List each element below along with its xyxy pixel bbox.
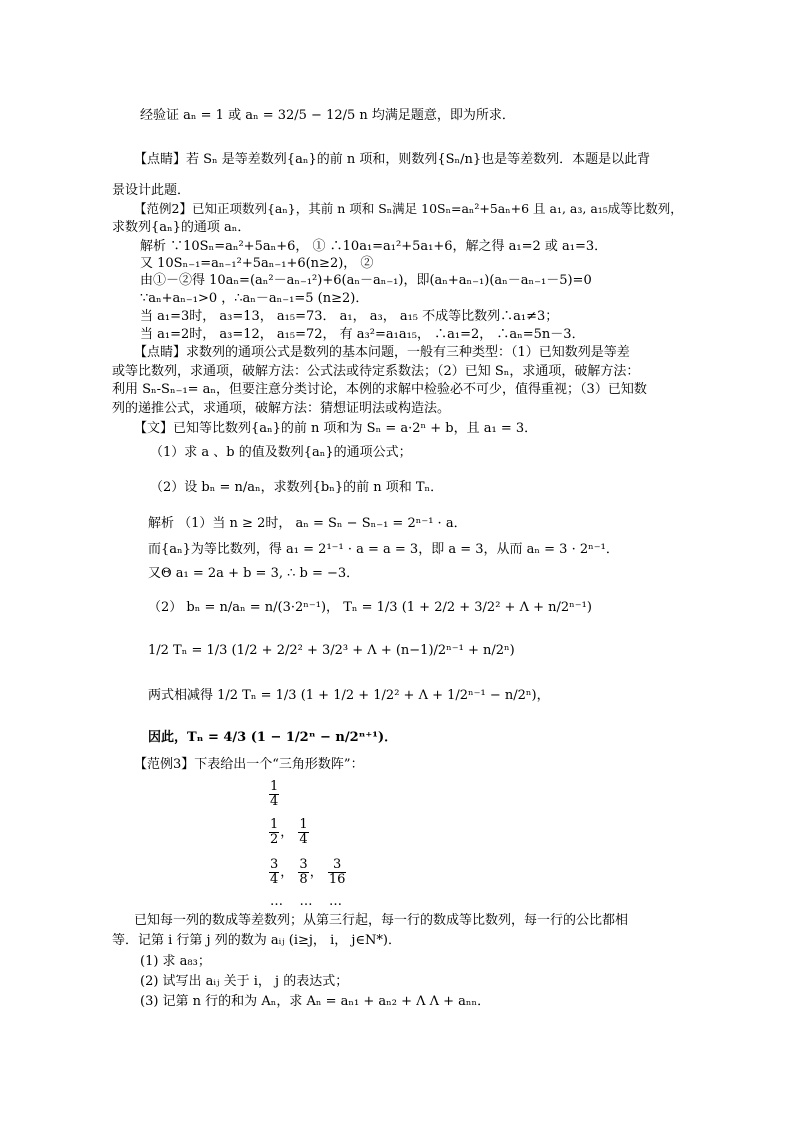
triangle-cell: $\frac{1}{2}$: [270, 817, 279, 847]
triangle-cell: $\frac{3}{16}$: [328, 857, 346, 887]
text-line: (3) 记第 n 行的和为 Aₙ，求 Aₙ = aₙ₁ + aₙ₂ + Λ Λ + aₙₙ．: [140, 994, 491, 1009]
text-line: 当 a₁=3时， a₃=13， a₁₅=73． a₁， a₃， a₁₅ 不成等比数列∴a₁≠3；: [140, 309, 559, 324]
text-line: 【点睛】求数列的通项公式是数列的基本问题，一般有三种类型：（1）已知数列是等差: [134, 345, 630, 360]
text-line: 又Θ a₁ = 2a + b = 3, ∴ b = −3．: [148, 566, 360, 581]
text-line: 求数列{aₙ}的通项 aₙ．: [112, 220, 251, 235]
triangle-row: $\frac{3}{4}$ ， $\frac{3}{8}$ ， $\frac{3}{16}$: [270, 857, 346, 887]
formula-line: 因此，Tₙ = 4/3 (1 − 1/2ⁿ − n/2ⁿ⁺¹)．: [148, 730, 398, 745]
formula-line: 两式相减得 1/2 Tₙ = 1/3 (1 + 1/2 + 1/2² + Λ + 1/2ⁿ⁻¹ − n/2ⁿ)，: [148, 688, 550, 703]
text-line: 【范例2】已知正项数列{aₙ}，其前 n 项和 Sₙ满足 10Sₙ=aₙ²+5aₙ+6 且 a₁, a₃, a₁₅成等比数列，: [134, 201, 683, 216]
text-line: 等．记第 i 行第 j 列的数为 aᵢⱼ (i≥j， i， j∈N*)．: [112, 933, 401, 948]
text-line: (1) 求 a₈₃；: [140, 954, 211, 969]
triangle-cell: $\frac{3}{4}$: [270, 857, 279, 887]
formula-line: （2） bₙ = n/aₙ = n/(3·2ⁿ⁻¹)， Tₙ = 1/3 (1 + 2/2 + 3/2² + Λ + n/2ⁿ⁻¹): [148, 600, 592, 615]
triangle-row: … … …: [270, 894, 343, 909]
text-line: (2) 试写出 aᵢⱼ 关于 i， j 的表达式；: [140, 974, 349, 989]
text-line: 景设计此题．: [112, 183, 191, 198]
triangle-cell: $\frac{1}{4}$: [270, 779, 279, 809]
text-line: （1）求 a 、b 的值及数列{aₙ}的通项公式；: [150, 445, 412, 460]
text-line: 当 a₁=2时， a₃=12， a₁₅=72， 有 a₃²=a₁a₁₅， ∴a₁=2， ∴aₙ=5n－3．: [140, 327, 585, 342]
text-line: （2）设 bₙ = n/aₙ，求数列{bₙ}的前 n 项和 Tₙ．: [150, 480, 444, 495]
text-line: ∵aₙ+aₙ₋₁>0 ，∴aₙ－aₙ₋₁=5 (n≥2)．: [140, 291, 369, 306]
text-line: 或等比数列，求通项，破解方法：公式法或待定系数法；（2）已知 Sₙ，求通项，破解方法：: [112, 364, 640, 379]
text-line: 【文】已知等比数列{aₙ}的前 n 项和为 Sₙ = a·2ⁿ + b，且 a₁ = 3．: [134, 421, 538, 436]
text-line: 由①－②得 10aₙ=(aₙ²－aₙ₋₁²)+6(aₙ－aₙ₋₁)，即(aₙ+aₙ₋₁)(aₙ－aₙ₋₁－5)=0: [140, 273, 592, 288]
text-line: 利用 Sₙ-Sₙ₋₁= aₙ，但要注意分类讨论，本例的求解中检验必不可少，值得重视；（3）已知数: [112, 382, 647, 397]
formula-line: 1/2 Tₙ = 1/3 (1/2 + 2/2² + 3/2³ + Λ + (n−1)/2ⁿ⁻¹ + n/2ⁿ): [148, 643, 515, 658]
triangle-cell: $\frac{3}{8}$: [299, 857, 308, 887]
text-line: 又 10Sₙ₋₁=aₙ₋₁²+5aₙ₋₁+6(n≥2)， ②: [140, 256, 374, 271]
text-line: 经验证 aₙ = 1 或 aₙ = 32/5 − 12/5 n 均满足题意，即为所求．: [140, 108, 515, 123]
text-line: 而{aₙ}为等比数列，得 a₁ = 2¹⁻¹ · a = a = 3，即 a = 3，从而 aₙ = 3 · 2ⁿ⁻¹．: [148, 542, 619, 557]
triangle-cell: $\frac{1}{4}$: [299, 817, 308, 847]
text-line: 解析 （1）当 n ≥ 2时， aₙ = Sₙ − Sₙ₋₁ = 2ⁿ⁻¹ · a．: [148, 516, 467, 531]
text-line: 已知每一列的数成等差数列；从第三行起，每一行的数成等比数列，每一行的公比都相: [134, 913, 629, 928]
text-line: 【范例3】下表给出一个“三角形数阵”：: [134, 757, 364, 772]
triangle-row: [268, 780, 280, 809]
text-line: 【点睛】若 Sₙ 是等差数列{aₙ}的前 n 项和，则数列{Sₙ/n}也是等差数列．本题是以此背: [134, 152, 651, 167]
text-line: 解析 ∵10Sₙ=aₙ²+5aₙ+6， ① ∴10a₁=a₁²+5a₁+6，解之得 a₁=2 或 a₁=3．: [140, 239, 608, 254]
text-line: 列的递推公式，求通项，破解方法：猜想证明法或构造法。: [112, 401, 451, 416]
triangle-row: $\frac{1}{2}$ ， $\frac{1}{4}$: [270, 817, 308, 847]
